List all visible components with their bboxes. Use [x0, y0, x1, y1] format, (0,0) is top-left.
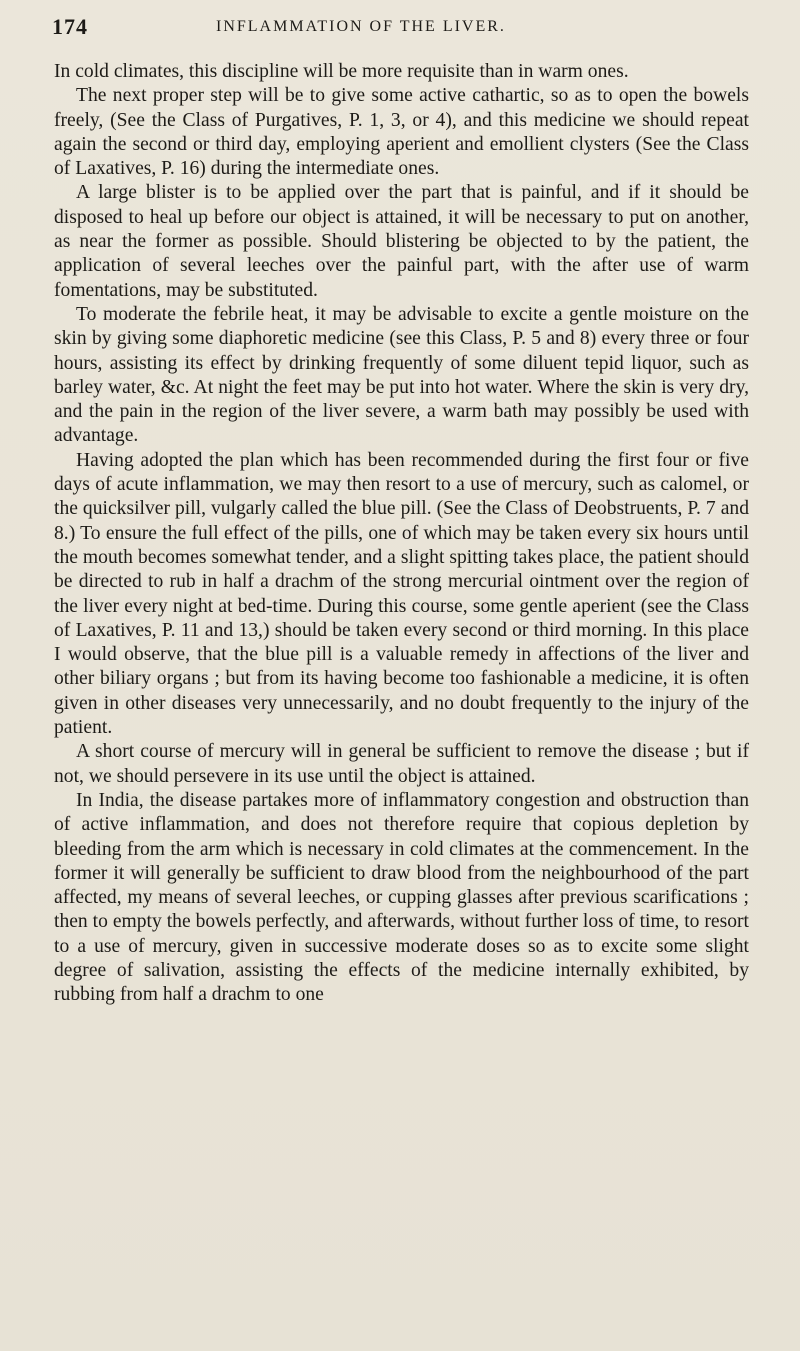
page-number: 174 — [52, 14, 88, 39]
page-header — [52, 14, 752, 44]
paragraph: In cold climates, this discipline will be more requisite than in warm ones. — [54, 61, 629, 82]
running-head: INFLAMMATION OF THE LIVER. — [216, 18, 506, 35]
paragraph: A short course of mercury will in general be sufficient to remove the disease ; but if not, we should persevere in its use until the object is attained. — [54, 741, 749, 787]
paragraph: Having adopted the plan which has been recommended during the first four or five days of acute inflammation, we may then resort to a use of mercury, such as calomel, or the quicksilver pill, vulgarly called the blue pill. (See the Class of Deobstruents, P. 7 and 8.) To ensure the full effect of the pills, one of which may be taken every six hours until the mouth becomes somewhat tender, and a slight spitting takes place, the patient should be directed to rub in half a drachm of the strong mercurial ointment over the region of the liver every night at bed-time. During this course, some gentle aperient (see the Class of Laxatives, P. 11 and 13,) should be taken every second or third morning. In this place I would observe, that the blue pill is a valuable remedy in affections of the liver and other biliary organs ; but from its having become too fashionable a medicine, it is often given in other diseases very unnecessarily, and no doubt frequently to the injury of the patient. — [54, 449, 749, 739]
paragraph: A large blister is to be applied over the part that is painful, and if it should be disposed to heal up before our object is attained, it will be necessary to put on another, as near the former as possible. Should blistering be objected to by the patient, the application of several leeches over the painful part, with the after use of warm fomentations, may be substituted. — [54, 182, 749, 301]
paragraph: To moderate the febrile heat, it may be advisable to excite a gentle moisture on the skin by giving some diaphoretic medicine (see this Class, P. 5 and 8) every three or four hours, assisting its effect by drinking frequently of some diluent tepid liquor, such as barley water, &c. At night the feet may be put into hot water. Where the skin is very dry, and the pain in the region of the liver severe, a warm bath may possibly be used with advantage. — [54, 303, 749, 447]
body-text — [54, 60, 749, 1008]
paragraph: In India, the disease partakes more of inflammatory congestion and obstruction than of active inflammation, and does not therefore require that copious depletion by bleeding from the arm which is necessary in cold climates at the commencement. In the former it will generally be sufficient to draw blood from the neighbourhood of the part affected, my means of several leeches, or cupping glasses after previous scarifications ; then to empty the bowels perfectly, and afterwards, without further loss of time, to resort to a use of mercury, given in successive moderate doses so as to excite some slight degree of salivation, assisting the effects of the medicine internally exhibited, by rubbing from half a drachm to one — [54, 789, 749, 1006]
paragraph: The next proper step will be to give some active cathartic, so as to open the bowels freely, (See the Class of Purgatives, P. 1, 3, or 4), and this medicine we should repeat again the second or third day, employing aperient and emollient clysters (See the Class of Laxatives, P. 16) during the intermediate ones. — [54, 85, 749, 180]
